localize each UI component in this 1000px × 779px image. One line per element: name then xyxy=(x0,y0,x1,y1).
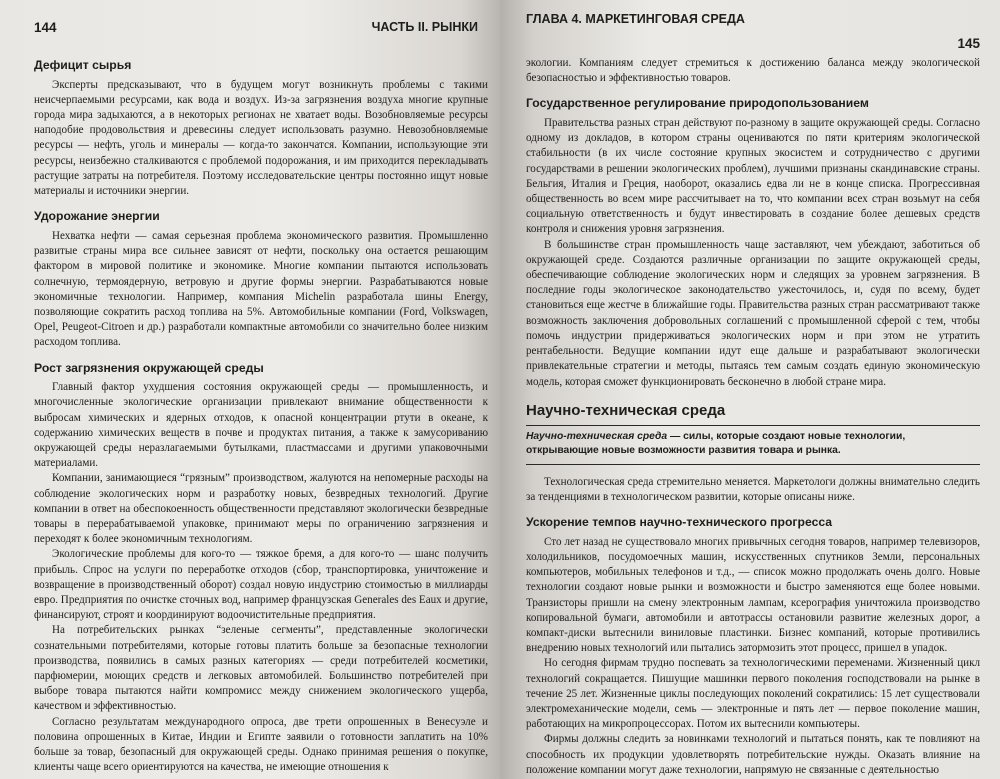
left-page-number: 144 xyxy=(34,20,57,35)
paragraph: Правительства разных стран действуют по-разному в защите окружающей среды. Согласно одному из докладов, в котором страны оцениваются по пяти критериям экологической стабильности (в их числе состояние крупных экосистем и сотрудничество с другими государствами в решении экологических проблем), лучшими признаны скандинавские страны. Бельгия, Италия и Греция, наоборот, оказались едва ли не в конце списка. Прогрессивная общественность во всем мире рассчитывает на то, что компании всех стран возьмут на себя социальную ответственность и будут инвестировать в создание более дешевых средств контроля и снижения уровня загрязнения. xyxy=(526,117,980,236)
left-running-head xyxy=(34,20,488,48)
section-heading: Рост загрязнения окружающей среды xyxy=(34,360,264,375)
right-page xyxy=(500,0,1000,779)
paragraph: На потребительских рынках “зеленые сегменты”, представленные экологически сознательными потребителями, которые готовы платить больше за безопасные технологии производства, появились в самых разных категориях — среди потребителей косметики, парфюмерии, моющих средств и легковых автомобилей. Большинство потребителей при выборе товара пытаются найти компромисс между снижением экологического ущерба, качеством и эффективностью. xyxy=(34,624,488,713)
right-running-head xyxy=(526,10,980,56)
section-pollution xyxy=(34,361,488,776)
section-raw-materials xyxy=(34,58,488,199)
section-heading: Удорожание энергии xyxy=(34,209,160,224)
paragraph: Компании, занимающиеся “грязным” производством, жалуются на непомерные расходы на соблюдение экологических норм и разработку новых, безвредных технологий. Другие компании в ответ на обеспокоенность общественности представляют экологически безвредные товары в перерабатываемой упаковке, принимают меры по ограничению загрязнения и переходят к более экономичным технологиям. xyxy=(34,472,488,546)
section-heading: Дефицит сырья xyxy=(34,58,132,72)
definition-term: Научно-техническая среда xyxy=(526,430,668,442)
paragraph: Фирмы должны следить за новинками технологий и пытаться понять, как те повлияют на способность их продукции удовлетворять потребительские нужды. Оказать влияние на положение компании могут даже технологии, напрямую не связанные с деятельностью xyxy=(526,733,980,776)
paragraph: Главный фактор ухудшения состояния окружающей среды — промышленность, и многочисленные экологические организации привлекают внимание общественности к выбросам химических и ядерных отходов, к опасной концентрации ртути в океане, к содержанию химических веществ в почве и продуктах питания, а также к замусориванию окружающей среды неразлагаемыми бутылками, пластмассами и другими упаковочными материалами. xyxy=(34,381,488,470)
section-regulation xyxy=(526,96,980,389)
definition-box xyxy=(526,425,980,465)
section-tech-acceleration xyxy=(526,515,980,778)
major-section-title: Научно-техническая среда xyxy=(526,401,726,419)
definition-text: — силы, которые создают новые технологии, открывающие новые возможности развития товара и рынка. xyxy=(526,430,906,456)
paragraph: Экологические проблемы для кого-то — тяжкое бремя, а для кого-то — шанс получить прибыль. Спрос на услуги по переработке отходов (сбор, транспортировка, уничтожение и возвращение в производственный оборот) создал новую индустрию стоимостью в миллиарды евро. Предприятия по очистке сточных вод, например французская Generales des Eaux и другие, финансируют, строят и координируют водоочистительные предприятия. xyxy=(34,548,488,622)
right-page-number: 145 xyxy=(957,36,980,51)
continued-paragraph: экологии. Компаниям следует стремиться к достижению баланса между экологической безопасностью и эффективностью товаров. xyxy=(526,57,980,85)
paragraph: Нехватка нефти — самая серьезная проблема экономического развития. Промышленно развитые страны мира все сильнее зависят от нефти, поскольку она остается решающим фактором в мировой политике и экономике. Многие компании пытаются использовать солнечную, термоядерную, ветровую и другие формы энергии. Разрабатываются новые экономичные технологии. Например, компания Michelin разработала шины Energy, позволяющие сократить расход топлива на 5%. Автомобильные компании (Ford, Volkswagen, Opel, Peugeot-Citroen и др.) разработали компактные автомобили со значительно более низким расходом топлива. xyxy=(34,229,488,349)
part-title: ЧАСТЬ II. РЫНКИ xyxy=(371,20,478,34)
paragraph: Согласно результатам международного опроса, две трети опрошенных в Венесуэле и половина опрошенных в Китае, Индии и Египте заявили о готовности заплатить на 10% больше за товар, безопасный для окружающей среды. Однако принимая решения о покупке, клиенты чаще всего ориентируются на качества, не имеющие отношения к xyxy=(34,715,488,774)
paragraph: Эксперты предсказывают, что в будущем могут возникнуть проблемы с такими неисчерпаемыми ресурсами, как вода и воздух. Из-за загрязнения воздуха многие крупные города мира задыхаются, а в некоторых регионах не хватает воды. Возобновляемые ресурсы наподобие продовольствия и древесины следует использовать разумно. Невозобновляемые ресурсы — нефть, уголь и минералы — когда-то закончатся. Компании, использующие эти ресурсы, неизбежно сталкиваются с проблемой подорожания, и им приходится перекладывать растущие затраты на потребителя. Поэтому исследовательские центры постоянно ищут новые материалы и источники энергии. xyxy=(34,78,488,198)
paragraph: Но сегодня фирмам трудно поспевать за технологическими переменами. Жизненный цикл технологий сокращается. Пишущие машинки первого поколения господствовали на рынке в течение 25 лет. Жизненные циклы последующих поколений сократились: 15 лет существовали электромеханические модели, семь — электронные и пять лет — первое поколение машин, работающих на микропроцессорах. Потом их вытеснили компьютеры. xyxy=(526,657,980,731)
paragraph: В большинстве стран промышленность чаще заставляют, чем убеждают, заботиться об окружающей среде. Создаются различные организации по защите окружающей среды, обеспечивающие соблюдение экологических норм и следящих за уровнем загрязнения. В последние годы экологическое законодательство ужесточилось, и, судя по всему, будет становиться еще жестче в ближайшие годы. Правительства разных стран рассматривают также возможность заключения добровольных соглашений с промышленной сферой с тем, чтобы помочь индустрии придерживаться экологических норм и при этом не утратить рентабельности. Ведущие компании идут еще дальше и разрабатывают экологически привлекательные стратегии и методы, пытаясь тем самым создать единую экономическую модель, которая сможет функционировать бесконечно в любой стране мира. xyxy=(526,238,980,388)
section-heading: Государственное регулирование природопользованием xyxy=(526,96,869,111)
section-heading: Ускорение темпов научно-технического прогресса xyxy=(526,515,833,530)
section-energy-cost xyxy=(34,209,488,350)
intro-paragraph: Технологическая среда стремительно меняется. Маркетологи должны внимательно следить за тенденциями в технологическом развитии, которые описаны ниже. xyxy=(526,475,980,503)
paragraph: Сто лет назад не существовало многих привычных сегодня товаров, например телевизоров, холодильников, посудомоечных машин, искусственных спутников Земли, персональных компьютеров, мобильных телефонов и т.д., — список можно продолжать очень долго. Новые технологии создают новые рынки и возможности и быстро заменяются еще более новыми. Транзисторы пришли на смену электронным лампам, ксерография уничтожила производство копировальной бумаги, автомобили и автотрассы остановили развитие железных дорог, а компакт-диски вытеснили виниловые пластинки. Бизнес компаний, которые противились внедрению новых технологий или пытались затормозить этот процесс, пришел в упадок. xyxy=(526,535,980,655)
chapter-title: ГЛАВА 4. МАРКЕТИНГОВАЯ СРЕДА xyxy=(526,12,745,26)
